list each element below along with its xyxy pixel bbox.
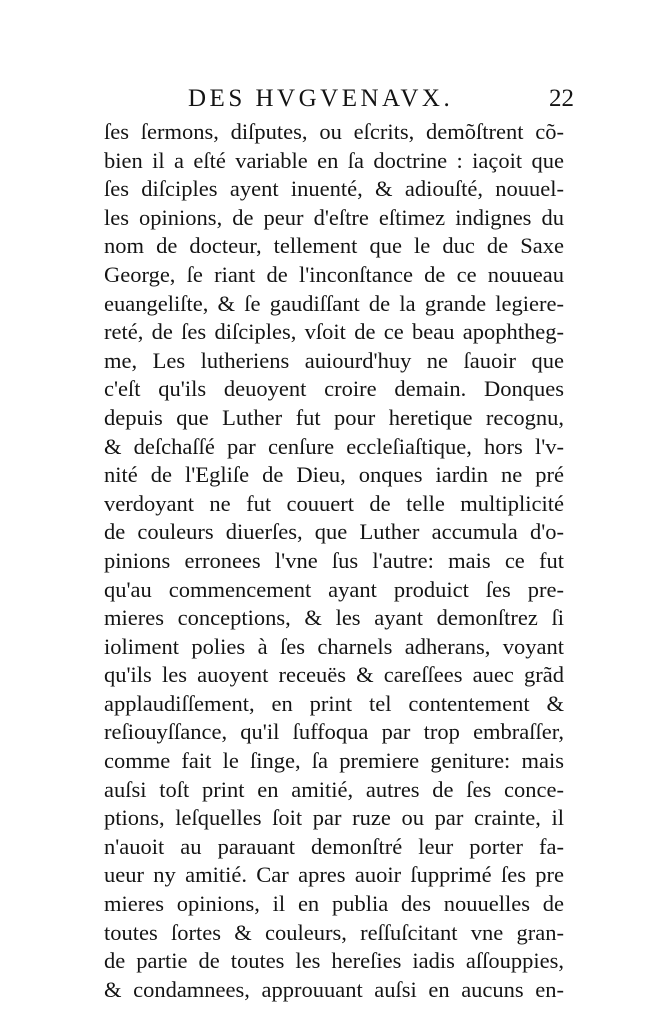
text-line: reſiouyſſance, qu'il ſuffoqua par trop embraſſer, bbox=[104, 719, 564, 745]
text-line: de couleurs diuerſes, que Luther accumula d'o- bbox=[104, 519, 564, 545]
text-line: toutes ſortes & couleurs, reſſuſcitant vne gran- bbox=[104, 919, 564, 945]
text-line: & condamnees, approuuant auſsi en aucuns en- bbox=[104, 976, 564, 1002]
text-line: qu'au commencement ayant produict ſes pre- bbox=[104, 576, 564, 602]
text-line: n'auoit au parauant demonſtré leur porter fa- bbox=[104, 833, 564, 859]
body-text bbox=[104, 118, 564, 1004]
text-line: auſsi toſt print en amitié, autres de ſes conce- bbox=[104, 776, 564, 802]
text-line: comme fait le ſinge, ſa premiere geniture: mais bbox=[104, 748, 564, 774]
text-line: les opinions, de peur d'eſtre eſtimez indignes du bbox=[104, 204, 564, 230]
text-line: nité de l'Egliſe de Dieu, onques iardin ne pré bbox=[104, 462, 564, 488]
text-line: qu'ils les auoyent receuës & careſſees auec grãd bbox=[104, 662, 564, 688]
text-line: me, Les lutheriens auiourd'huy ne ſauoir que bbox=[104, 347, 564, 373]
text-line: ptions, leſquelles ſoit par ruze ou par crainte, il bbox=[104, 805, 564, 831]
text-line: mieres opinions, il en publia des nouuelles de bbox=[104, 891, 564, 917]
text-line: reté, de ſes diſciples, vſoit de ce beau apophtheg- bbox=[104, 319, 564, 345]
text-line: ioliment polies à ſes charnels adherans, voyant bbox=[104, 633, 564, 659]
text-line: de partie de toutes les hereſies iadis aſſouppies, bbox=[104, 948, 564, 974]
text-line: ueur ny amitié. Car apres auoir ſupprimé ſes pre bbox=[104, 862, 564, 888]
text-line: & deſchaſſé par cenſure eccleſiaſtique, hors l'v- bbox=[104, 433, 564, 459]
text-line: George, ſe riant de l'inconſtance de ce nouueau bbox=[104, 261, 564, 287]
text-line: ſes diſciples ayent inuenté, & adiouſté, nouuel- bbox=[104, 176, 564, 202]
text-line: ſes ſermons, diſputes, ou eſcrits, demõſtrent cõ- bbox=[104, 119, 564, 144]
text-line: mieres conceptions, & les ayant demonſtrez ſi bbox=[104, 605, 564, 631]
text-line: pinions erronees l'vne ſus l'autre: mais ce fut bbox=[104, 547, 564, 573]
text-line: c'eſt qu'ils deuoyent croire demain. Donques bbox=[104, 376, 564, 402]
running-head bbox=[100, 84, 574, 118]
text-line: euangeliſte, & ſe gaudiſſant de la grande legiere- bbox=[104, 290, 564, 316]
text-line: depuis que Luther fut pour heretique recognu, bbox=[104, 404, 564, 430]
text-line: applaudiſſement, en print tel contentement & bbox=[104, 690, 564, 716]
text-line: nom de docteur, tellement que le duc de Saxe bbox=[104, 233, 564, 259]
text-line: verdoyant ne fut couuert de telle multiplicité bbox=[104, 490, 564, 516]
text-line: bien il a eſté variable en ſa doctrine : iaçoit que bbox=[104, 147, 564, 173]
running-title: DES HVGVENAVX. bbox=[188, 85, 454, 112]
page-number: 22 bbox=[549, 85, 574, 112]
